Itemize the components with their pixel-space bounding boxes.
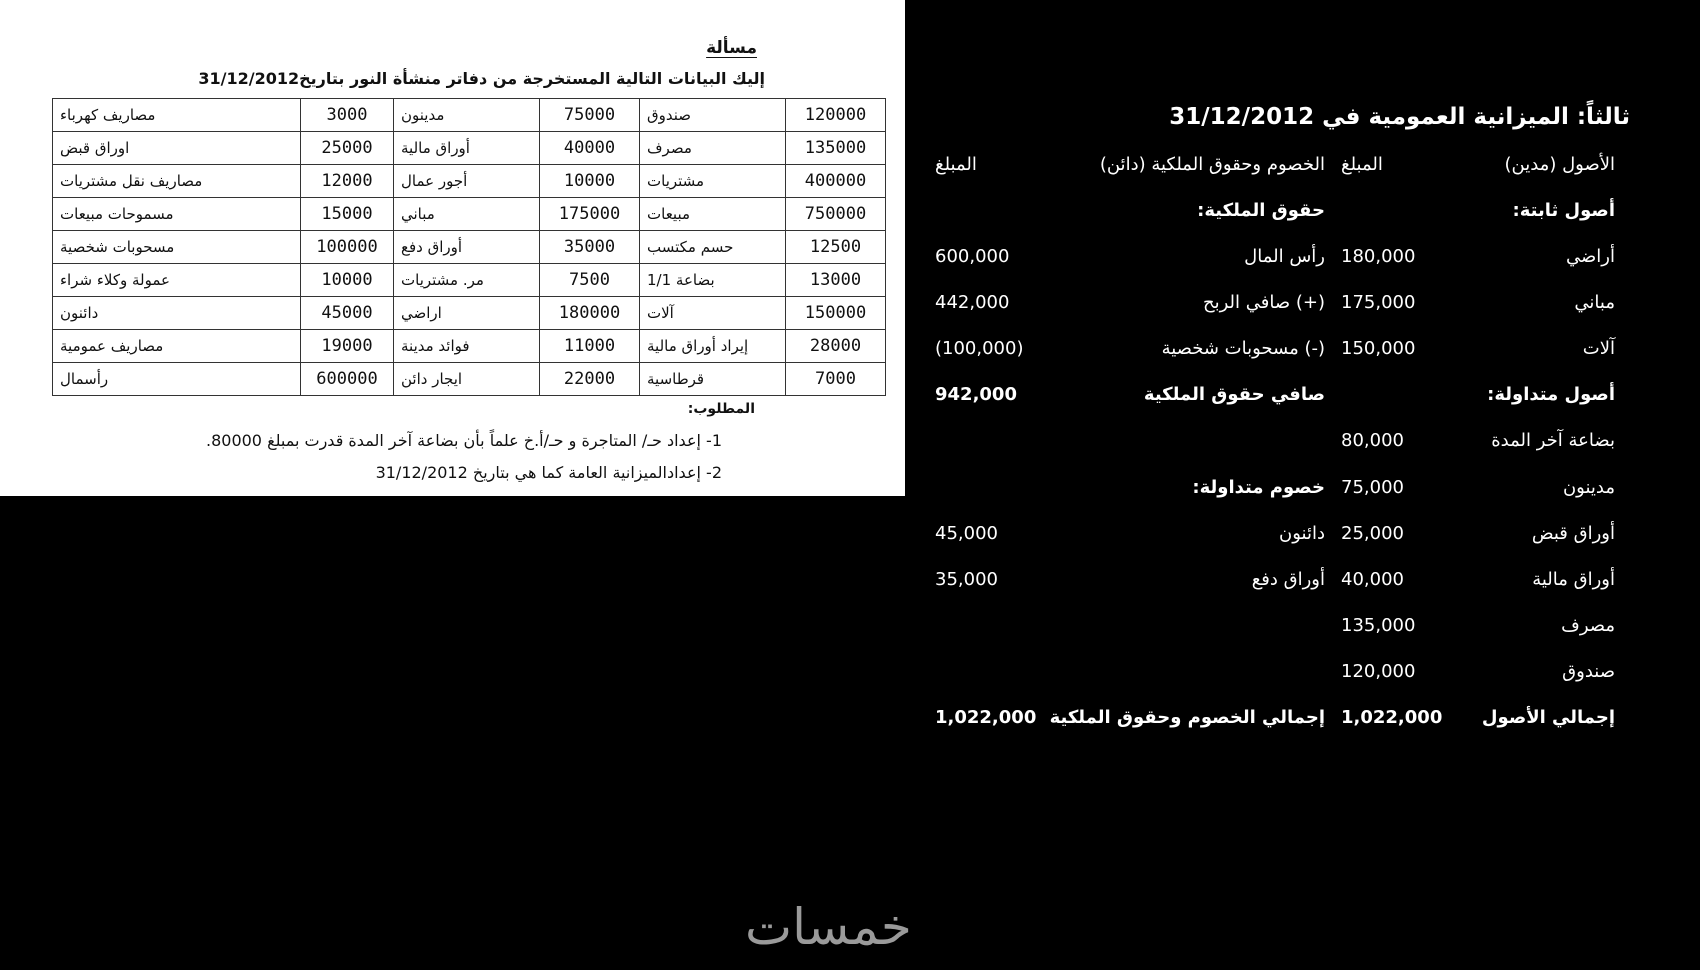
table-cell-amount: 3000 xyxy=(301,99,394,132)
table-cell-amount: 75000 xyxy=(540,99,640,132)
table-cell-amount: 175000 xyxy=(540,198,640,231)
table-row xyxy=(53,198,886,231)
balance-row xyxy=(935,707,1615,737)
table-cell-account: مسموحات مبيعات xyxy=(53,198,301,231)
balance-row xyxy=(935,200,1615,230)
table-cell-account: مسحوبات شخصية xyxy=(53,231,301,264)
balance-cell-c3: الخصوم وحقوق الملكية (دائن) xyxy=(1099,154,1325,175)
balance-cell-c1: أراضي xyxy=(1566,246,1615,267)
balance-cell-c3: إجمالي الخصوم وحقوق الملكية xyxy=(1049,707,1325,728)
balance-cell-c3: حقوق الملكية: xyxy=(1197,200,1325,221)
table-row xyxy=(53,165,886,198)
table-cell-amount: 15000 xyxy=(301,198,394,231)
table-cell-account: عمولة وكلاء شراء xyxy=(53,264,301,297)
balance-row xyxy=(935,615,1615,645)
balance-cell-c4: 1,022,000 xyxy=(935,707,1037,728)
table-cell-account: مشتريات xyxy=(640,165,786,198)
table-cell-account: إيراد أوراق مالية xyxy=(640,330,786,363)
problem-title: مسألة xyxy=(706,38,757,58)
table-row xyxy=(53,330,886,363)
table-cell-account: قرطاسية xyxy=(640,363,786,396)
balance-row xyxy=(935,246,1615,276)
balance-row xyxy=(935,661,1615,691)
table-cell-amount: 400000 xyxy=(786,165,886,198)
requirement-1: 1- إعداد حـ/ المتاجرة و حـ/أ.خ علماً بأن بضاعة آخر المدة قدرت بمبلغ 80000. xyxy=(205,431,722,450)
table-cell-account: صندوق xyxy=(640,99,786,132)
balance-cell-c4: 45,000 xyxy=(935,523,998,544)
balance-cell-c4: (100,000) xyxy=(935,338,1024,359)
table-row xyxy=(53,264,886,297)
required-label: المطلوب: xyxy=(687,401,755,417)
requirement-2: 2- إعدادالميزانية العامة كما هي بتاريخ 31/12/2012 xyxy=(375,463,722,482)
table-cell-amount: 7000 xyxy=(786,363,886,396)
table-cell-account: مبيعات xyxy=(640,198,786,231)
balance-cell-c4: المبلغ xyxy=(935,154,977,175)
balance-cell-c3: (+) صافي الربح xyxy=(1203,292,1325,313)
balance-cell-c1: مباني xyxy=(1574,292,1615,313)
table-cell-account: فوائد مدينة xyxy=(394,330,540,363)
table-cell-account: دائنون xyxy=(53,297,301,330)
balance-sheet xyxy=(905,0,1700,970)
balance-cell-c2: 135,000 xyxy=(1341,615,1416,636)
balance-row xyxy=(935,338,1615,368)
table-cell-account: أجور عمال xyxy=(394,165,540,198)
table-cell-amount: 19000 xyxy=(301,330,394,363)
table-cell-amount: 28000 xyxy=(786,330,886,363)
table-cell-amount: 45000 xyxy=(301,297,394,330)
balance-cell-c2: 1,022,000 xyxy=(1341,707,1443,728)
table-row xyxy=(53,363,886,396)
table-cell-account: بضاعة 1/1 xyxy=(640,264,786,297)
balance-row xyxy=(935,384,1615,414)
table-cell-amount: 12000 xyxy=(301,165,394,198)
balance-row xyxy=(935,292,1615,322)
balance-cell-c2: 40,000 xyxy=(1341,569,1404,590)
balance-cell-c2: 175,000 xyxy=(1341,292,1416,313)
problem-sheet xyxy=(0,0,905,496)
table-cell-amount: 25000 xyxy=(301,132,394,165)
table-cell-amount: 135000 xyxy=(786,132,886,165)
table-cell-account: اراضي xyxy=(394,297,540,330)
table-cell-account: رأسمال xyxy=(53,363,301,396)
balance-cell-c3: صافي حقوق الملكية xyxy=(1143,384,1325,405)
balance-cell-c1: إجمالي الأصول xyxy=(1481,707,1615,728)
table-cell-account: حسم مكتسب xyxy=(640,231,786,264)
balance-row xyxy=(935,430,1615,460)
balance-cell-c3: دائنون xyxy=(1279,523,1325,544)
table-cell-amount: 11000 xyxy=(540,330,640,363)
table-cell-amount: 120000 xyxy=(786,99,886,132)
table-cell-amount: 35000 xyxy=(540,231,640,264)
table-cell-amount: 180000 xyxy=(540,297,640,330)
data-table xyxy=(52,98,886,396)
table-cell-account: مصاريف نقل مشتريات xyxy=(53,165,301,198)
balance-row xyxy=(935,523,1615,553)
table-cell-account: مصرف xyxy=(640,132,786,165)
balance-cell-c1: مدينون xyxy=(1562,477,1615,498)
balance-cell-c4: 35,000 xyxy=(935,569,998,590)
balance-cell-c4: 442,000 xyxy=(935,292,1010,313)
balance-cell-c1: آلات xyxy=(1582,338,1615,359)
balance-cell-c3: رأس المال xyxy=(1244,246,1325,267)
table-cell-account: آلات xyxy=(640,297,786,330)
balance-cell-c3: أوراق دفع xyxy=(1251,569,1325,590)
balance-row xyxy=(935,154,1615,184)
table-cell-account: أوراق دفع xyxy=(394,231,540,264)
problem-intro: إليك البيانات التالية المستخرجة من دفاتر منشأة النور بتاريخ31/12/2012 xyxy=(198,69,765,88)
balance-cell-c2: 25,000 xyxy=(1341,523,1404,544)
balance-cell-c1: أصول ثابتة: xyxy=(1512,200,1615,221)
table-cell-amount: 600000 xyxy=(301,363,394,396)
balance-cell-c1: بضاعة آخر المدة xyxy=(1491,430,1615,451)
table-cell-amount: 150000 xyxy=(786,297,886,330)
table-cell-amount: 22000 xyxy=(540,363,640,396)
table-cell-account: مباني xyxy=(394,198,540,231)
balance-cell-c1: أصول متداولة: xyxy=(1487,384,1615,405)
table-row xyxy=(53,132,886,165)
balance-cell-c1: صندوق xyxy=(1562,661,1615,682)
balance-cell-c2: 80,000 xyxy=(1341,430,1404,451)
table-cell-amount: 100000 xyxy=(301,231,394,264)
table-cell-amount: 10000 xyxy=(301,264,394,297)
table-cell-account: اوراق قبض xyxy=(53,132,301,165)
table-cell-account: مدينون xyxy=(394,99,540,132)
balance-cell-c4: 600,000 xyxy=(935,246,1010,267)
balance-row xyxy=(935,477,1615,507)
balance-cell-c2: 150,000 xyxy=(1341,338,1416,359)
watermark-logo: خمسات xyxy=(745,898,912,956)
balance-cell-c1: الأصول (مدين) xyxy=(1504,154,1615,175)
balance-cell-c4: 942,000 xyxy=(935,384,1017,405)
balance-cell-c1: مصرف xyxy=(1561,615,1615,636)
balance-sheet-title: ثالثاً: الميزانية العمومية في 31/12/2012 xyxy=(1169,104,1630,130)
balance-cell-c3: (-) مسحوبات شخصية xyxy=(1161,338,1325,359)
table-cell-account: مصاريف كهرباء xyxy=(53,99,301,132)
balance-cell-c2: 75,000 xyxy=(1341,477,1404,498)
table-cell-amount: 10000 xyxy=(540,165,640,198)
balance-cell-c2: 120,000 xyxy=(1341,661,1416,682)
table-cell-account: مصاريف عمومية xyxy=(53,330,301,363)
table-cell-account: أوراق مالية xyxy=(394,132,540,165)
balance-cell-c1: أوراق مالية xyxy=(1532,569,1615,590)
table-cell-account: مر. مشتريات xyxy=(394,264,540,297)
table-cell-amount: 13000 xyxy=(786,264,886,297)
table-cell-amount: 12500 xyxy=(786,231,886,264)
table-row xyxy=(53,231,886,264)
table-cell-amount: 750000 xyxy=(786,198,886,231)
balance-row xyxy=(935,569,1615,599)
table-row xyxy=(53,99,886,132)
table-row xyxy=(53,297,886,330)
table-cell-amount: 40000 xyxy=(540,132,640,165)
balance-cell-c2: المبلغ xyxy=(1341,154,1383,175)
balance-cell-c3: خصوم متداولة: xyxy=(1192,477,1325,498)
balance-cell-c2: 180,000 xyxy=(1341,246,1416,267)
table-cell-account: ايجار دائن xyxy=(394,363,540,396)
balance-cell-c1: أوراق قبض xyxy=(1531,523,1615,544)
table-cell-amount: 7500 xyxy=(540,264,640,297)
